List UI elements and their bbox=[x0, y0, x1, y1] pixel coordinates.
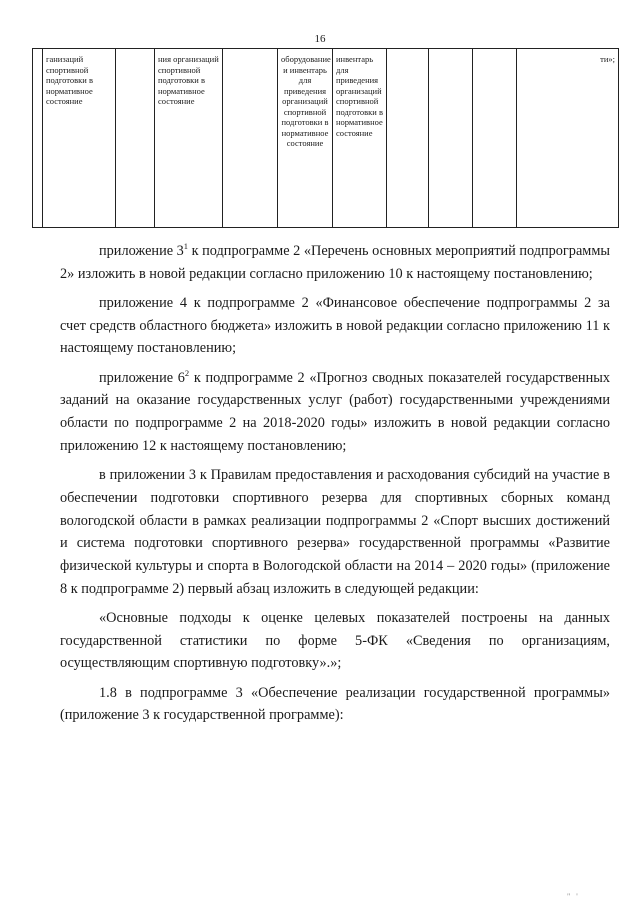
table-cell: ния организаций спортивной подготовки в нормативное состояние bbox=[155, 49, 223, 228]
table-cell bbox=[223, 49, 278, 228]
corner-mark: " ' bbox=[567, 892, 580, 901]
table-cell bbox=[473, 49, 517, 228]
paragraph-appendix-6-2 bbox=[60, 367, 610, 458]
paragraph-quote: «Основные подходы к оценке целевых показателей построены на данных государственной статистики по форме 5-ФК «Сведения по организациям, осуществляющим спортивную подготовку».»; bbox=[60, 609, 610, 672]
table-cell bbox=[387, 49, 429, 228]
table-cell: ганизаций спортивной подготовки в нормативное состояние bbox=[43, 49, 116, 228]
paragraph-appendix-4: приложение 4 к подпрограмме 2 «Финансовое обеспечение подпрограммы 2 за счет средств областного бюджета» изложить в новой редакции согласно приложению 11 к настоящему постановлению; bbox=[60, 295, 610, 357]
paragraph-text: к подпрограмме 2 «Перечень основных мероприятий подпрограммы 2» изложить в новой редакции согласно приложению 10 к настоящему постановлению; bbox=[60, 243, 610, 282]
superscript: 1 bbox=[183, 241, 189, 252]
page-number: 16 bbox=[314, 33, 326, 45]
table-cell: инвентарь для приведения организаций спортивной подготовки в нормативное состояние bbox=[333, 49, 387, 228]
table-cell bbox=[116, 49, 155, 228]
table-fragment bbox=[32, 48, 619, 228]
document-body bbox=[60, 240, 610, 734]
paragraph-appendix-3-1 bbox=[60, 240, 610, 285]
paragraph-rules-appendix-3: в приложении 3 к Правилам предоставления и расходования субсидий на участие в обеспечении подготовки спортивного резерва для спортивных сборных команд вологодской области в рамках реализации подпрограммы 2 «Спорт высших достижений и система подготовки спортивного резерва» государственной программы «Развитие физической культуры и спорта в Вологодской области на 2014 – 2020 годы» (приложение 8 к подпрограмме 2) первый абзац изложить в следующей редакции: bbox=[60, 467, 610, 597]
table-cell: оборудование и инвентарь для приведения организаций спортивной подготовки в нормативное состояние bbox=[278, 49, 333, 228]
paragraph-text: приложение 6 bbox=[99, 369, 185, 386]
paragraph-text: к подпрограмме 2 «Прогноз сводных показателей государственных заданий на оказание государственных услуг (работ) государственными учреждениями области по подпрограмме 2 на 2018-2020 годы» изложить в новой редакции согласно приложению 12 к настоящему постановлению; bbox=[60, 369, 610, 454]
table-cell: ти»; bbox=[517, 49, 619, 228]
paragraph-text: приложение 3 bbox=[99, 243, 184, 259]
table-cell bbox=[429, 49, 473, 228]
superscript: 2 bbox=[184, 367, 190, 378]
table-cell bbox=[33, 49, 43, 228]
paragraph-subprogram-3: 1.8 в подпрограмме 3 «Обеспечение реализации государственной программы» (приложение 3 к государственной программе): bbox=[60, 684, 610, 724]
